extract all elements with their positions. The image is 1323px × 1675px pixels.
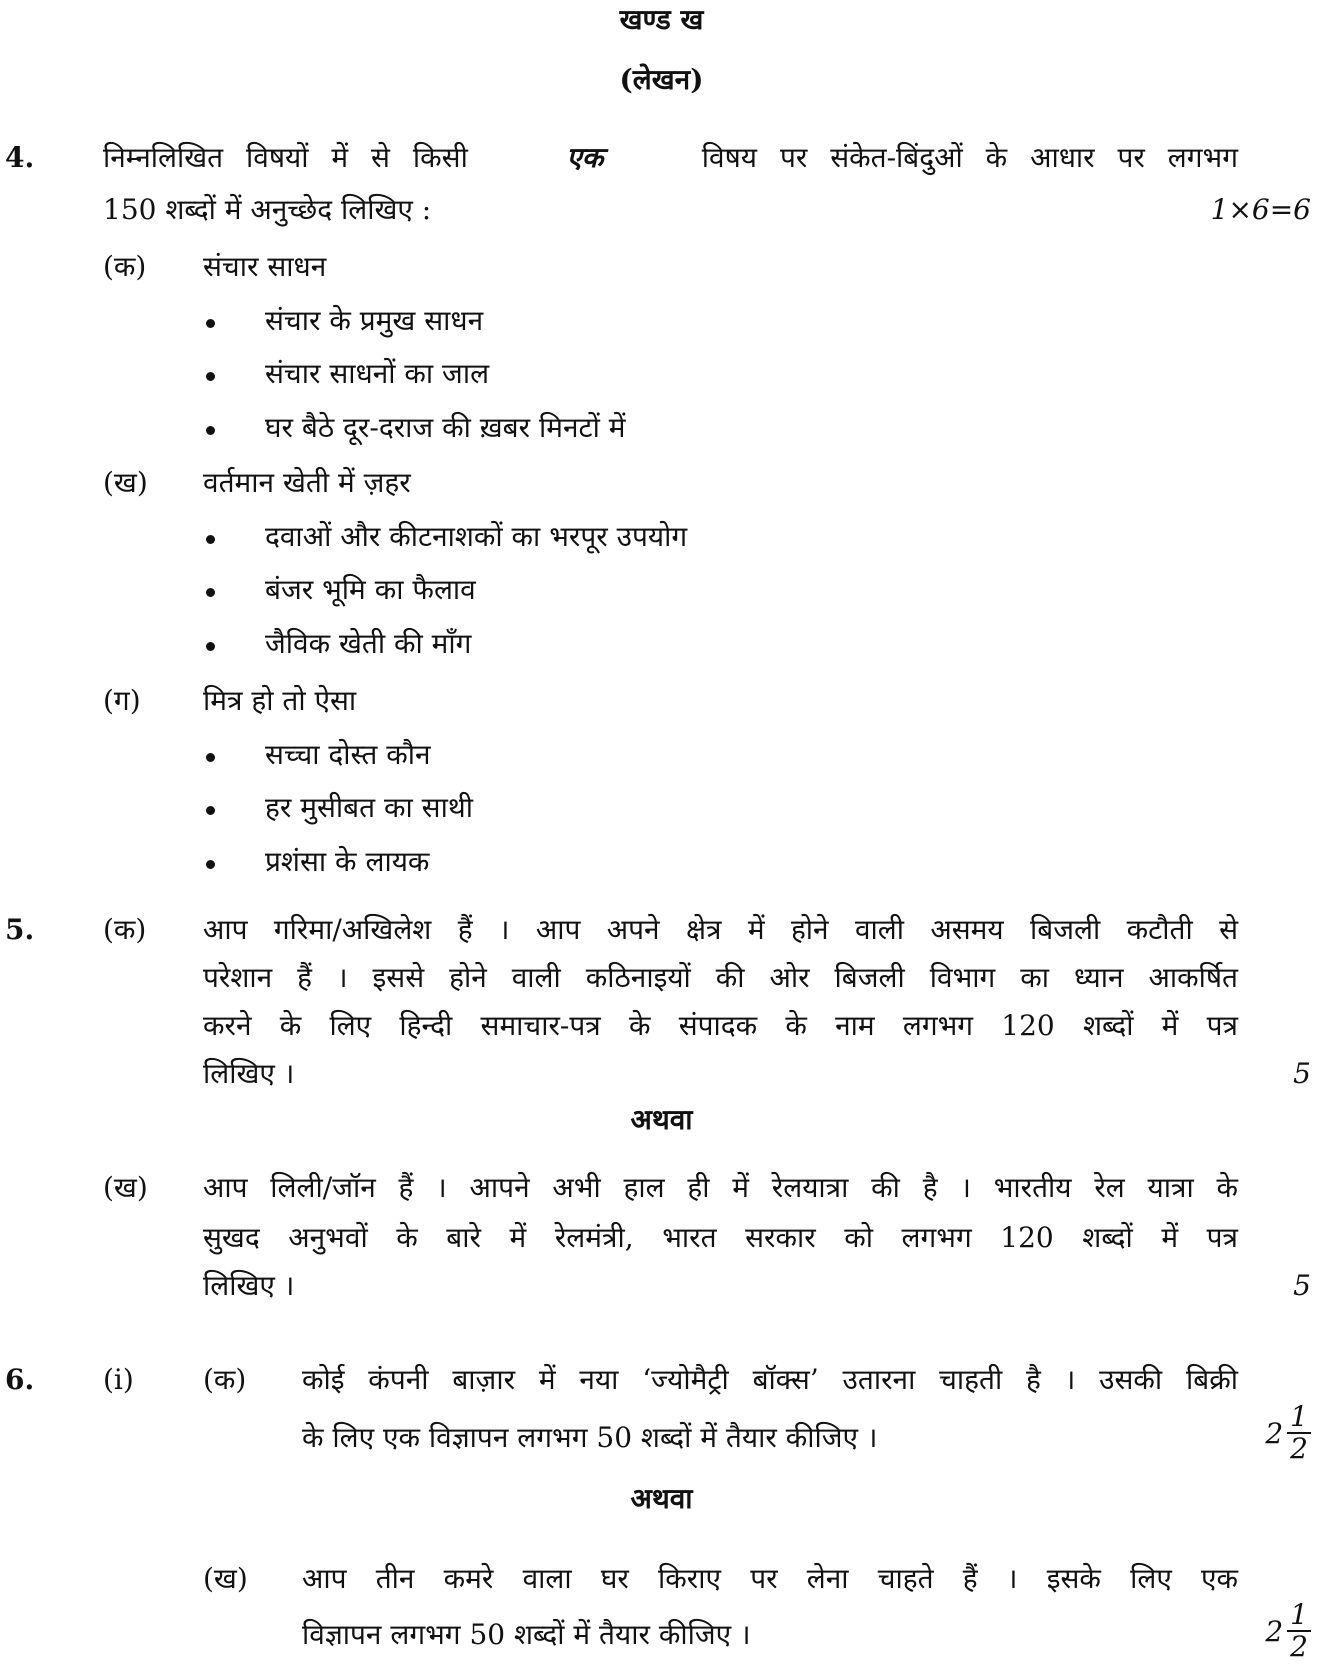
marks: 5 (1293, 1269, 1311, 1302)
question-line: आप लिली/जॉन हैं । आपने अभी हाल ही में रेलयात्रा की है । भारतीय रेल यात्रा के (203, 1171, 1238, 1204)
question-text: 150 शब्दों में अनुच्छेद लिखिए : (103, 193, 432, 226)
question-number: 6. (5, 1363, 35, 1396)
hint-point: बंजर भूमि का फैलाव (265, 573, 476, 606)
bullet-icon (206, 642, 215, 651)
option-label: (ख) (203, 1562, 248, 1595)
bullet-icon (206, 588, 215, 597)
marks: 5 (1293, 1057, 1311, 1090)
bullet-icon (206, 806, 215, 815)
option-label: (ख) (103, 1171, 148, 1204)
question-number: 5. (5, 913, 35, 946)
bullet-icon (206, 753, 215, 762)
hint-point: प्रशंसा के लायक (265, 844, 430, 878)
marks-numerator: 1 (1287, 1600, 1311, 1632)
question-number: 4. (5, 141, 35, 174)
bullet-icon (206, 535, 215, 544)
option-label: (क) (203, 1363, 247, 1396)
question-line: आप गरिमा/अखिलेश हैं । आप अपने क्षेत्र में होने वाली असमय बिजली कटौती से (203, 913, 1238, 946)
option-label: (ख) (103, 466, 148, 499)
question-line: कोई कंपनी बाज़ार में नया ‘ज्योमैट्री बॉक्स’ उतारना चाहती है । उसकी बिक्री (302, 1363, 1238, 1396)
question-text (103, 138, 1238, 178)
bullet-icon (206, 860, 215, 869)
section-subtitle: (लेखन) (619, 63, 704, 96)
question-text-part: विषय पर संकेत-बिंदुओं के आधार पर लगभग (701, 141, 1238, 174)
hint-point: संचार के प्रमुख साधन (265, 303, 484, 337)
or-separator: अथवा (630, 1482, 693, 1515)
section-title: खण्ड ख (619, 3, 704, 36)
hint-point: सच्चा दोस्त कौन (265, 737, 431, 771)
question-line: करने के लिए हिन्दी समाचार-पत्र के संपादक के नाम लगभग 120 शब्दों में पत्र (203, 1009, 1238, 1042)
option-title: वर्तमान खेती में ज़हर (203, 466, 411, 499)
hint-point: दवाओं और कीटनाशकों का भरपूर उपयोग (265, 519, 688, 553)
bullet-icon (206, 426, 215, 435)
question-text-part: निम्नलिखित विषयों में से किसी (103, 141, 468, 174)
part-label: (i) (103, 1363, 134, 1396)
hint-point: घर बैठे दूर-दराज की ख़बर मिनटों में (265, 410, 626, 444)
option-label: (क) (103, 250, 147, 283)
option-title: मित्र हो तो ऐसा (203, 684, 357, 717)
marks-fraction (1265, 1402, 1311, 1464)
option-label: (ग) (103, 684, 141, 717)
marks-numerator: 1 (1287, 1402, 1311, 1434)
marks: 1×6=6 (1210, 193, 1311, 226)
bullet-icon (206, 372, 215, 381)
emphasis-text: एक (566, 141, 604, 174)
or-separator: अथवा (630, 1103, 693, 1136)
question-line: आप तीन कमरे वाला घर किराए पर लेना चाहते हैं । इसके लिए एक (302, 1562, 1238, 1595)
marks-whole: 2 (1265, 1614, 1284, 1648)
marks-denominator: 2 (1290, 1630, 1308, 1663)
option-title: संचार साधन (203, 250, 327, 283)
hint-point: हर मुसीबत का साथी (265, 791, 473, 824)
bullet-icon (206, 319, 215, 328)
hint-point: जैविक खेती की माँग (265, 626, 472, 660)
question-line: लिखिए । (203, 1057, 295, 1090)
question-line: लिखिए । (203, 1269, 295, 1302)
question-line: सुखद अनुभवों के बारे में रेलमंत्री, भारत सरकार को लगभग 120 शब्दों में पत्र (203, 1221, 1238, 1254)
marks-denominator: 2 (1290, 1432, 1308, 1465)
marks-whole: 2 (1265, 1416, 1284, 1450)
question-line: विज्ञापन लगभग 50 शब्दों में तैयार कीजिए । (302, 1618, 751, 1651)
hint-point: संचार साधनों का जाल (265, 357, 490, 390)
marks-fraction (1265, 1600, 1311, 1662)
question-line: परेशान हैं । इससे होने वाली कठिनाइयों की ओर बिजली विभाग का ध्यान आकर्षित (203, 961, 1238, 994)
question-line: के लिए एक विज्ञापन लगभग 50 शब्दों में तैयार कीजिए । (302, 1421, 878, 1454)
option-label: (क) (103, 913, 147, 946)
